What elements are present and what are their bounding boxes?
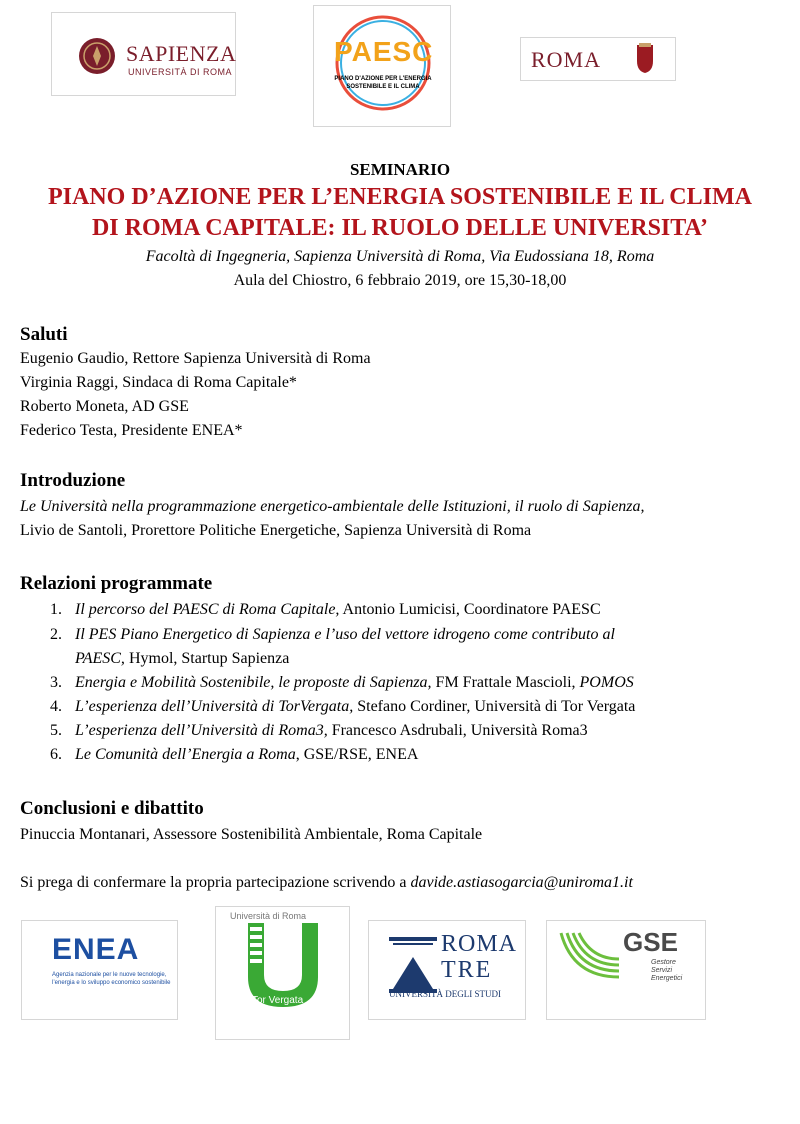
talk-speaker: Antonio Lumicisi, Coordinatore PAESC: [339, 601, 601, 618]
list-number: 1.: [50, 601, 62, 618]
talk-title: Energia e Mobilità Sostenibile, le proposte di Sapienza,: [75, 674, 432, 691]
roma-logo: [520, 37, 676, 81]
introduzione-topic: Le Università nella programmazione energetico-ambientale delle Istituzioni, il ruolo di Sapienza,: [20, 498, 645, 515]
talk-speaker: , GSE/RSE, ENEA: [295, 746, 419, 763]
tor-vergata-bottom: Tor Vergata: [252, 995, 304, 1006]
gse-sub-2: Servizi: [651, 967, 673, 974]
roma-crest-icon: [633, 43, 657, 75]
enea-logo: [21, 920, 178, 1020]
gse-name: GSE: [623, 927, 678, 957]
saluti-heading: Saluti: [20, 324, 68, 345]
roma-tre-line-2: TRE: [441, 957, 493, 983]
talk-speaker: Francesco Asdrubali, Università Roma3: [327, 722, 588, 739]
enea-name: ENEA: [52, 933, 140, 966]
list-item: [75, 674, 634, 692]
date-time: Aula del Chiostro, 6 febbraio 2019, ore 15,30-18,00: [233, 272, 567, 289]
sapienza-seal-icon: [78, 37, 116, 75]
list-number: 6.: [50, 746, 62, 763]
talk-title: L’esperienza dell’Università di TorVergata,: [75, 698, 354, 715]
roma-name: ROMA: [531, 47, 602, 72]
roma-tre-line-1: ROMA: [441, 931, 518, 957]
list-item: [75, 601, 601, 619]
tor-vergata-logo: [215, 906, 350, 1040]
paesc-logo: [313, 5, 451, 127]
rsvp-text: Si prega di confermare la propria partecipazione scrivendo a: [20, 874, 411, 891]
introduzione-heading: Introduzione: [20, 470, 126, 491]
sapienza-logo: [51, 12, 236, 96]
list-item: [75, 746, 418, 764]
list-item: [75, 626, 615, 644]
paesc-sub-2: SOSTENIBILE E IL CLIMA: [346, 84, 420, 90]
talk-title: Le Comunità dell’Energia a Roma: [75, 746, 296, 763]
list-number: 5.: [50, 722, 62, 739]
gse-sub-3: Energetici: [651, 975, 683, 982]
list-item: [75, 722, 588, 740]
enea-sub-2: l’energia e lo sviluppo economico sostenibile: [52, 980, 171, 986]
venue: Facoltà di Ingegneria, Sapienza Università di Roma, Via Eudossiana 18, Roma: [145, 248, 655, 265]
saluti-item: Eugenio Gaudio, Rettore Sapienza Università di Roma: [20, 350, 371, 367]
talk-speaker: FM Frattale Mascioli,: [431, 674, 580, 691]
talk-speaker: Stefano Cordiner, Università di Tor Vergata: [353, 698, 636, 715]
conclusioni-heading: Conclusioni e dibattito: [20, 798, 204, 819]
paesc-sub-1: PIANO D'AZIONE PER L'ENERGIA: [334, 76, 432, 82]
rsvp-email-link[interactable]: davide.astiasogarcia@uniroma1.it: [410, 874, 633, 891]
roma-tre-sub: UNIVERSITÀ DEGLI STUDI: [389, 989, 501, 999]
gse-sub-1: Gestore: [651, 959, 676, 966]
list-number: 2.: [50, 626, 62, 643]
conclusioni-speaker: Pinuccia Montanari, Assessore Sostenibilità Ambientale, Roma Capitale: [20, 826, 483, 843]
introduzione-speaker: Livio de Santoli, Prorettore Politiche Energetiche, Sapienza Università di Roma: [20, 522, 532, 539]
talk-title: Il percorso del PAESC di Roma Capitale,: [75, 601, 340, 618]
gse-logo: [546, 920, 706, 1020]
sapienza-sub: UNIVERSITÀ DI ROMA: [128, 67, 233, 77]
page-title-line-2: DI ROMA CAPITALE: IL RUOLO DELLE UNIVERSITA’: [91, 215, 709, 241]
enea-sub-1: Agenzia nazionale per le nuove tecnologie,: [52, 972, 167, 978]
paesc-name: PAESC: [334, 36, 434, 67]
list-item: [75, 698, 635, 716]
list-number: 4.: [50, 698, 62, 715]
seminar-label: SEMINARIO: [349, 160, 451, 179]
talk-title: Il PES Piano Energetico di Sapienza e l’uso del vettore idrogeno come contributo al: [75, 626, 615, 643]
talk-title-continued: PAESC,: [75, 650, 125, 667]
list-number: 3.: [50, 674, 62, 691]
rsvp-note: [20, 874, 633, 892]
sapienza-name: SAPIENZA: [126, 41, 237, 66]
saluti-item: Federico Testa, Presidente ENEA*: [20, 422, 243, 439]
talk-title: L’esperienza dell’Università di Roma3,: [75, 722, 328, 739]
talk-affiliation: POMOS: [579, 674, 634, 691]
talk-speaker: Hymol, Startup Sapienza: [124, 650, 290, 667]
list-item-continued: [75, 650, 289, 668]
roma-tre-emblem-icon: [389, 937, 437, 993]
tor-vergata-top: Università di Roma: [230, 911, 307, 921]
saluti-item: Virginia Raggi, Sindaca di Roma Capitale*: [20, 374, 297, 391]
page-title-line-1: PIANO D’AZIONE PER L’ENERGIA SOSTENIBILE E IL CLIMA: [48, 184, 752, 210]
saluti-item: Roberto Moneta, AD GSE: [20, 398, 189, 415]
roma-tre-logo: [368, 920, 526, 1020]
relazioni-heading: Relazioni programmate: [20, 573, 213, 594]
